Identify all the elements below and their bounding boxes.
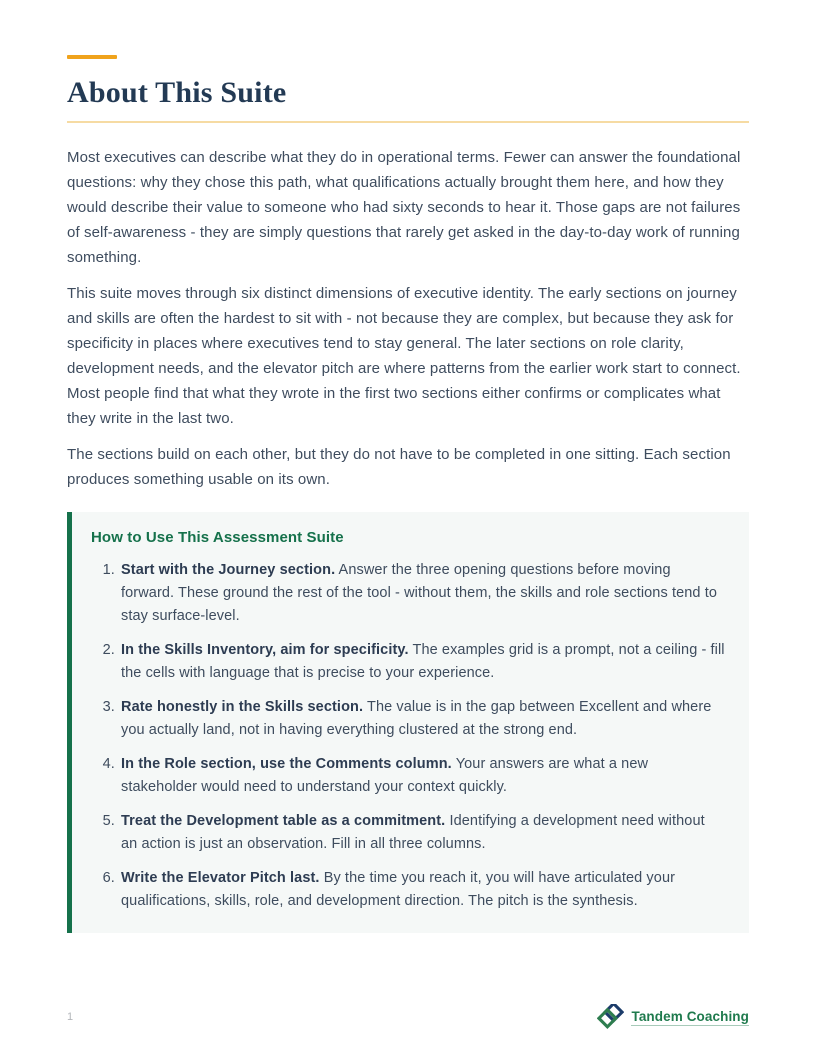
- list-item-text: Identifying a development need without an action is just an observation. Fill in all three columns.: [121, 813, 705, 852]
- list-item: [119, 753, 725, 799]
- intro-paragraph: This suite moves through six distinct dimensions of executive identity. The early sections on journey and skills are often the hardest to sit with - not because they are complex, but because they ask for specificity in places where executives tend to stay general. The later sections on role clarity, development needs, and the elevator pitch are where patterns from the earlier work start to connect. Most people find that what they wrote in the first two sections either confirms or complicates what they write in the last two.: [67, 285, 741, 427]
- intro-paragraph: Most executives can describe what they do in operational terms. Fewer can answer the foundational questions: why they chose this path, what qualifications actually brought them here, and how they would describe their value to someone who had sixty seconds to hear it. Those gaps are not failures of self-awareness - they are simply questions that rarely get asked in the day-to-day work of running something.: [67, 149, 741, 266]
- page-footer: [67, 1002, 749, 1032]
- intro-paragraph: The sections build on each other, but they do not have to be completed in one sitting. Each section produces something usable on its own.: [67, 446, 731, 488]
- title-accent-bar: [67, 55, 117, 59]
- brand-link[interactable]: [597, 1004, 749, 1031]
- list-item-lead: Rate honestly in the Skills section.: [121, 699, 364, 715]
- instructions-list: [91, 559, 725, 913]
- list-item-text: Answer the three opening questions before moving forward. These ground the rest of the tool - without them, the skills and role sections tend to stay surface-level.: [121, 562, 717, 624]
- list-item: [119, 810, 725, 856]
- list-item-text: The value is in the gap between Excellent and where you actually land, not in having everything clustered at the strong end.: [121, 699, 712, 738]
- list-item: [119, 639, 725, 685]
- list-item-lead: Write the Elevator Pitch last.: [121, 870, 320, 886]
- list-item-lead: In the Skills Inventory, aim for specificity.: [121, 642, 409, 658]
- list-item-text: By the time you reach it, you will have articulated your qualifications, skills, role, and development direction. The pitch is the synthesis.: [121, 870, 676, 909]
- list-item-lead: Treat the Development table as a commitment.: [121, 813, 446, 829]
- intro-section: [67, 145, 749, 492]
- list-item: [119, 559, 725, 628]
- list-item: [119, 696, 725, 742]
- title-divider: [67, 121, 749, 123]
- page-number: 1: [67, 1011, 74, 1023]
- list-item-lead: Start with the Journey section.: [121, 562, 336, 578]
- list-item-lead: In the Role section, use the Comments column.: [121, 756, 452, 772]
- list-item-text: Your answers are what a new stakeholder would need to understand your context quickly.: [121, 756, 649, 795]
- page-title: About This Suite: [67, 76, 287, 109]
- tandem-diamond-icon: [597, 1004, 624, 1031]
- callout-heading: How to Use This Assessment Suite: [91, 529, 344, 546]
- brand-name: Tandem Coaching: [631, 1008, 749, 1024]
- how-to-use-callout: [67, 512, 749, 933]
- list-item: [119, 867, 725, 913]
- list-item-text: The examples grid is a prompt, not a ceiling - fill the cells with language that is precise to your experience.: [121, 642, 725, 681]
